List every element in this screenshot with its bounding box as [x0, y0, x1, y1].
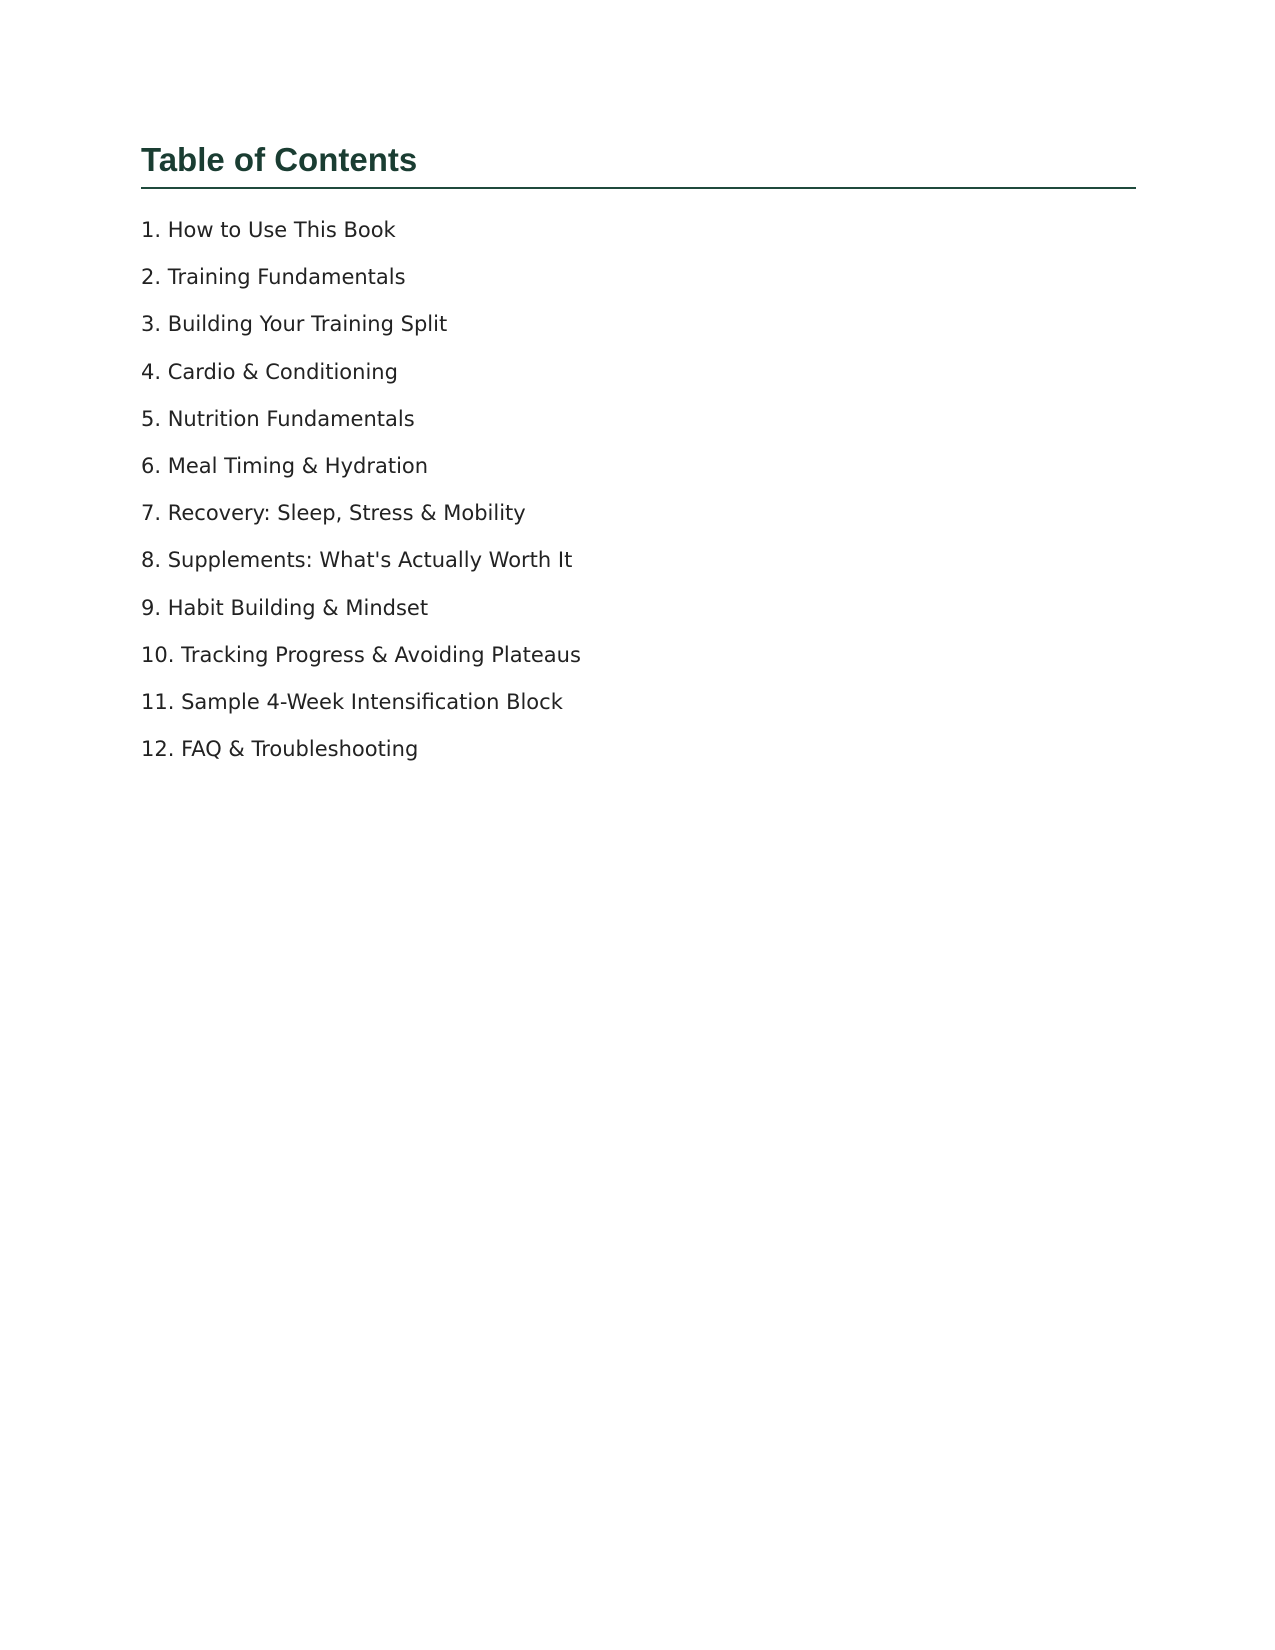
table-of-contents: [141, 138, 1136, 773]
page-title: Table of Contents: [141, 141, 418, 178]
toc-entry: 7. Recovery: Sleep, Stress & Mobility: [141, 501, 526, 526]
toc-entry: 4. Cardio & Conditioning: [141, 359, 398, 384]
toc-entry: 1. How to Use This Book: [141, 218, 396, 242]
title-divider: [141, 187, 1136, 189]
toc-entry: 11. Sample 4-Week Intensification Block: [141, 689, 563, 714]
toc-entry: 3. Building Your Training Split: [141, 312, 448, 337]
toc-entry: 10. Tracking Progress & Avoiding Plateaus: [141, 642, 581, 667]
toc-entry: 6. Meal Timing & Hydration: [141, 453, 429, 478]
toc-entry: 2. Training Fundamentals: [141, 265, 406, 290]
toc-entry: 8. Supplements: What's Actually Worth It: [141, 548, 573, 573]
toc-entry: 12. FAQ & Troubleshooting: [141, 737, 419, 762]
toc-entry: 5. Nutrition Fundamentals: [141, 406, 415, 431]
toc-entry: 9. Habit Building & Mindset: [141, 595, 429, 620]
toc-list: [141, 207, 1136, 773]
